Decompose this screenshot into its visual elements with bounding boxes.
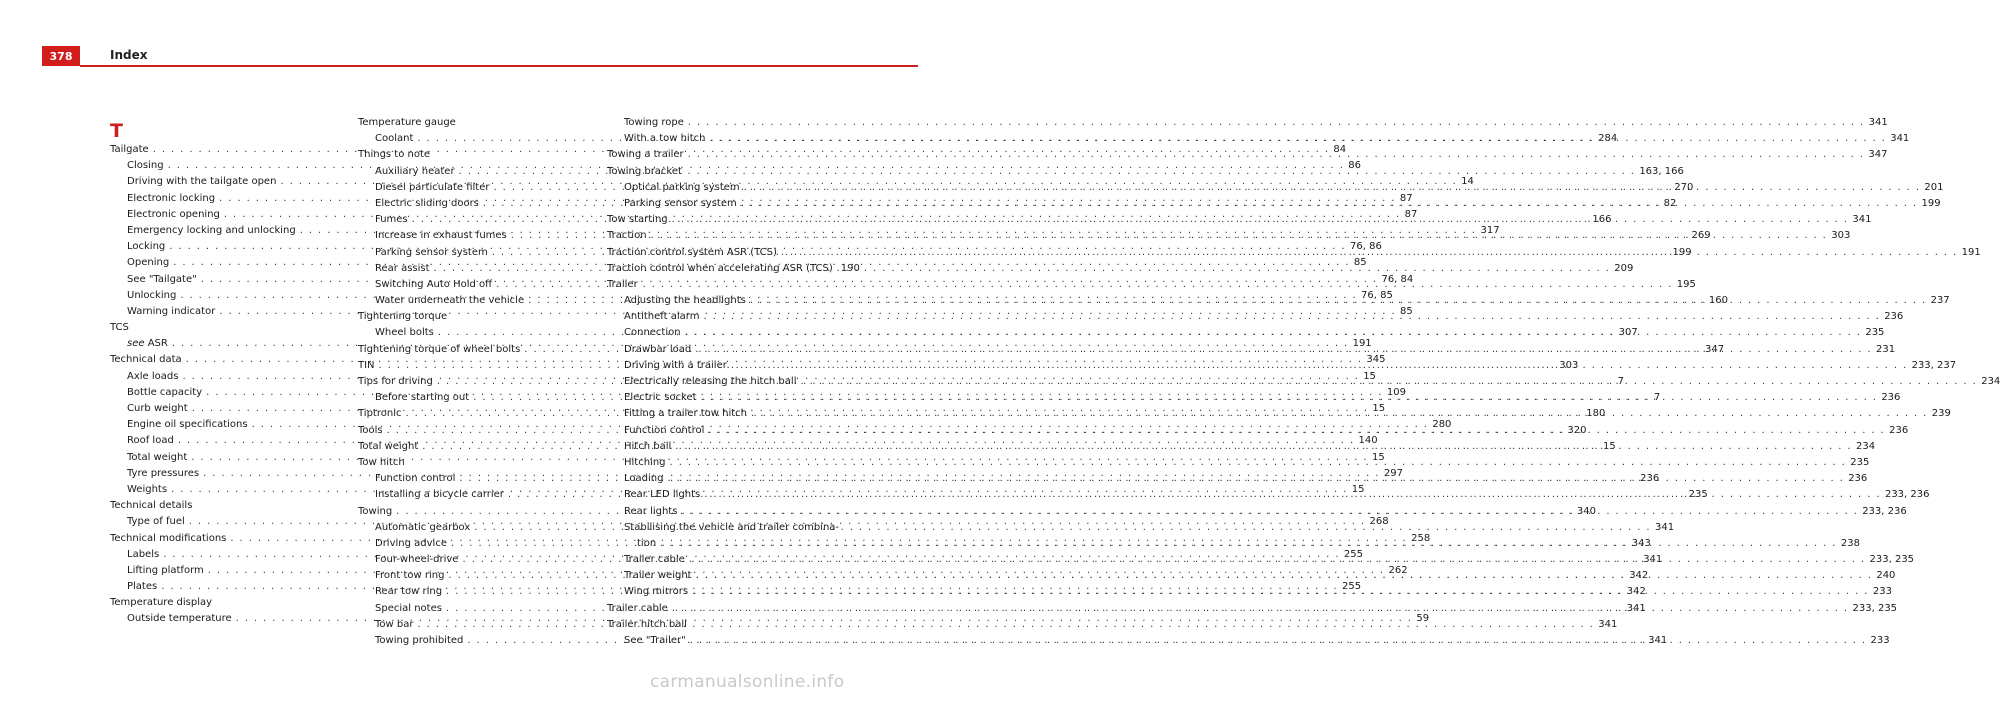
entry-label: Driving with a trailer [624, 359, 727, 371]
page-reference: 262 [1388, 564, 1408, 576]
page-header [0, 0, 960, 70]
entry-label: Weights [127, 483, 168, 495]
entry-label: Wing mirrors [624, 586, 689, 598]
page-number-badge: 378 [42, 46, 80, 66]
entry-label: Technical details [110, 500, 193, 512]
page-reference: 303 [1831, 230, 1851, 242]
entry-label: Towing a trailer [607, 149, 684, 161]
entry-label: Outside temperature [127, 613, 232, 625]
dot-leader [696, 568, 1873, 584]
entry-label: Towing [358, 505, 393, 517]
dot-leader [651, 228, 1828, 244]
page-reference: 268 [1369, 516, 1389, 528]
entry-label: Automatic gearbox [375, 521, 471, 533]
page-reference: 297 [1383, 467, 1403, 479]
entry-label: Technical data [110, 354, 182, 366]
index-entry [358, 147, 586, 163]
page-reference: 199 [1672, 246, 1692, 258]
dot-leader [688, 147, 1865, 163]
entry-label: Trailer [607, 278, 638, 290]
entry-label: Rear LED lights [624, 489, 701, 501]
page-reference: 255 [1341, 581, 1362, 593]
page-reference: 180 [1586, 408, 1606, 420]
entry-label: Tools [358, 424, 383, 436]
entry-label: Front tow ring [375, 570, 445, 582]
index-entry [607, 261, 860, 277]
entry-label: Towing rope [624, 117, 684, 128]
entry-label: With a tow hitch [624, 133, 706, 145]
header-rule [80, 65, 918, 67]
entry-label: Opening [127, 257, 170, 269]
entry-label: Total weight [127, 451, 188, 463]
entry-label: Traction control when accelerating ASR (TCS) [607, 262, 833, 274]
entry-label: Unlocking [127, 289, 177, 301]
page-reference: 239 [1931, 408, 1951, 420]
dot-leader [660, 536, 1837, 552]
page-reference: 237 [1930, 295, 1950, 307]
entry-label: Wheel bolts [375, 327, 434, 339]
page-reference: 234 [1856, 440, 1876, 452]
entry-label: Four-wheel-drive [375, 554, 459, 566]
entry-label: Driving with the tailgate open [127, 176, 277, 188]
page-reference: 86 [1348, 160, 1362, 172]
index-entry [110, 595, 338, 611]
entry-label: Temperature display [110, 597, 213, 609]
entry-label: Total weight [358, 440, 419, 452]
entry-label: Curb weight [127, 403, 188, 414]
page-reference: 341 [1598, 618, 1618, 630]
page-reference: 307 [1618, 327, 1638, 339]
page-reference: 280 [1432, 419, 1452, 431]
page-reference: 233, 237 [1911, 359, 1957, 371]
entry-label: Plates [127, 581, 158, 593]
entry-label: Coolant [375, 133, 414, 145]
dot-leader [689, 552, 1866, 568]
entry-label: Electrically releasing the hitch ball [624, 376, 797, 387]
page-reference: 85 [1353, 257, 1367, 269]
page-reference: 317 [1480, 224, 1500, 236]
index-entry [358, 115, 586, 131]
entry-label: Temperature gauge [358, 117, 456, 128]
entry-label: Rear tow ring [375, 586, 443, 598]
index-entry [607, 164, 835, 180]
page-reference: 231 [1876, 343, 1896, 355]
page-reference: 342 [1629, 570, 1649, 582]
entry-label: Function control [624, 424, 705, 436]
page-reference: 199 [1921, 197, 1941, 209]
dot-leader [731, 358, 1908, 374]
entry-label: Diesel particulate filter [375, 181, 490, 193]
page-title: Index [110, 48, 148, 62]
entry-label: Tightening torque [358, 311, 448, 323]
dot-leader [681, 504, 1858, 520]
page-reference: 59 [1416, 613, 1430, 625]
page-reference: 195 [1676, 278, 1696, 290]
entry-label: Tow bar [375, 618, 414, 630]
entry-label: Technical modifications [110, 532, 227, 544]
entry-label: Rear lights [624, 505, 678, 517]
page-reference: 233 [1870, 635, 1890, 646]
dot-leader [750, 293, 1927, 309]
entry-label: Stabilising the vehicle and trailer combina- [624, 521, 840, 533]
entry-label: Electric sliding doors [375, 197, 479, 209]
page-reference: 201 [1924, 181, 1944, 193]
page-reference: 233 [1872, 586, 1892, 598]
watermark: carmanualsonline.info [650, 672, 845, 692]
page-reference: 15 [1602, 440, 1616, 452]
entry-label: Traction control system ASR (TCS) [607, 246, 777, 258]
entry-label: tion [637, 537, 657, 549]
page-reference: 15 [1351, 483, 1365, 495]
entry-label: Adjusting the headlights [624, 295, 746, 307]
entry-label: Tips for driving [358, 376, 433, 387]
dot-leader [695, 342, 1872, 358]
entry-label: Auxiliary heater [375, 165, 455, 177]
dot-leader [744, 180, 1921, 196]
entry-label: Driving advice [375, 537, 447, 549]
entry-label: Trailer weight [624, 570, 692, 582]
dot-leader [690, 633, 1867, 649]
dot-leader [800, 374, 1977, 390]
entry-label: Labels [127, 548, 160, 560]
entry-label: Tow hitch [358, 456, 405, 468]
page-reference: 191 [1352, 338, 1372, 350]
index-entry [358, 455, 586, 471]
page-reference: 7 [1653, 392, 1661, 404]
entry-label: Type of fuel [127, 516, 185, 528]
entry-label: Switching Auto Hold off [375, 278, 493, 290]
entry-label: Hitch ball [624, 440, 672, 452]
page-reference: 82 [1663, 197, 1677, 209]
page-reference: 15 [1372, 403, 1386, 414]
entry-label: Tiptronic [358, 408, 402, 420]
page-reference: 85 [1400, 305, 1413, 317]
section-letter: T [110, 120, 123, 142]
entry-label: Axle loads [127, 370, 179, 382]
entry-label: See "Tailgate" [127, 273, 197, 285]
dot-leader [675, 439, 1852, 455]
entry-label: Fumes [375, 214, 408, 226]
entry-label: TIN [358, 359, 375, 371]
page-reference: 236 [1848, 473, 1868, 485]
dot-leader [692, 584, 1869, 600]
entry-label: Fitting a trailer tow hitch [624, 408, 748, 420]
page-reference: 255 [1343, 548, 1364, 560]
dot-leader [672, 212, 1849, 228]
page-reference: 191 [1961, 246, 1981, 258]
page-reference: 76, 86 [1350, 241, 1382, 253]
page-reference: 235 [1850, 456, 1870, 468]
index-entry [358, 309, 586, 325]
entry-label: Towing prohibited [375, 635, 464, 646]
entry-label: Electric socket [624, 392, 697, 404]
page-reference: 284 [1598, 133, 1618, 145]
entry-label: Electronic locking [127, 192, 216, 204]
dot-leader [685, 325, 1862, 341]
page-reference: 240 [1876, 570, 1896, 582]
entry-label: Hitching [624, 456, 666, 468]
page-reference: 84 [1333, 144, 1347, 155]
entry-label: Locking [127, 241, 166, 253]
entry-label: TCS [110, 322, 129, 334]
entry-label: Tow starting [607, 214, 668, 226]
entry-label: Tyre pressures [127, 467, 200, 479]
page-reference: 235 [1865, 327, 1885, 339]
entry-label: Trailer cable [624, 554, 685, 566]
entry-label: Things to note [358, 149, 431, 161]
entry-label: Traction [607, 230, 647, 242]
dot-leader [781, 245, 1958, 261]
dot-leader [703, 309, 1880, 325]
entry-label: Trailer hitch ball [607, 618, 687, 630]
page-reference: 14 [1461, 176, 1474, 188]
page-reference: 76, 85 [1361, 289, 1393, 301]
page-reference: 320 [1567, 424, 1587, 436]
page-reference: 7 [1617, 376, 1624, 387]
index-subentry [607, 115, 1888, 131]
entry-label: Loading [624, 473, 664, 485]
page-reference: 236 [1881, 392, 1901, 404]
page-reference: 87 [1399, 192, 1413, 204]
page-reference: 235 [1688, 489, 1708, 501]
page-reference: 341 [1852, 214, 1872, 226]
page-reference: 190 [840, 262, 860, 274]
page-reference: 166 [1592, 214, 1612, 226]
entry-label: Rear assist [375, 262, 430, 274]
page-reference: 233, 235 [1852, 602, 1898, 614]
page-reference: 341 [1655, 521, 1675, 533]
dot-leader [688, 115, 1865, 131]
page-reference: 270 [1674, 181, 1694, 193]
entry-label: Roof load [127, 435, 174, 447]
entry-label: Increase in exhaust fumes [375, 230, 507, 242]
entry-label: Function control [375, 473, 456, 485]
page-reference: 233, 236 [1884, 489, 1930, 501]
page-reference: 234 [1981, 376, 2000, 387]
page-reference: 341 [1626, 602, 1646, 614]
entry-label: Antitheft alarm [624, 311, 700, 323]
dot-leader [704, 487, 1881, 503]
dot-leader [667, 471, 1844, 487]
entry-label: Optical parking system [624, 181, 740, 193]
page-reference: 87 [1404, 208, 1418, 220]
entry-label: Lifting platform [127, 564, 204, 576]
page-reference: 238 [1840, 537, 1860, 549]
entry-label: Trailer cable [607, 602, 668, 614]
entry-label: See "Trailer" [624, 635, 686, 646]
entry-label: Parking sensor system [624, 197, 737, 209]
page-reference: 76, 84 [1381, 273, 1414, 285]
entry-label: Towing bracket [607, 165, 682, 177]
entry-label: Drawbar load [624, 343, 692, 355]
entry-label: Special notes [375, 602, 442, 614]
page-reference: 341 [1648, 635, 1668, 646]
entry-label: Before starting out [375, 392, 470, 404]
page-reference: 347 [1705, 343, 1725, 355]
index-entry [607, 277, 835, 293]
dot-leader [709, 131, 1886, 147]
index-entry [110, 498, 338, 514]
entry-label: Warning indicator [127, 305, 216, 317]
page-reference: 342 [1626, 586, 1646, 598]
see-reference: see [127, 338, 145, 350]
entry-label: Connection [624, 327, 681, 339]
dot-leader [417, 617, 1594, 633]
see-target: ASR [147, 338, 168, 350]
page-reference: 303 [1559, 359, 1579, 371]
page-reference: 341 [1643, 554, 1663, 566]
page-reference: 340 [1576, 505, 1596, 517]
entry-label: Engine oil specifications [127, 419, 248, 431]
dot-leader [741, 196, 1918, 212]
entry-label: Emergency locking and unlocking [127, 224, 296, 236]
entry-label: Closing [127, 160, 164, 172]
page-reference: 15 [1363, 370, 1376, 382]
page-reference: 236 [1884, 311, 1904, 323]
page-reference: 343 [1631, 537, 1651, 549]
page-reference: 15 [1371, 451, 1385, 463]
entry-label [127, 336, 168, 352]
dot-leader [672, 601, 1849, 617]
page-reference: 160 [1708, 295, 1728, 307]
page-reference: 236 [1640, 473, 1660, 485]
dot-leader [670, 455, 1847, 471]
dot-leader [751, 406, 1928, 422]
entry-label: Installing a bicycle carrier [375, 489, 504, 501]
entry-label: Tailgate [110, 144, 149, 155]
page-reference: 209 [1614, 262, 1634, 274]
page-reference: 233, 236 [1862, 505, 1907, 517]
page-reference: 163, 166 [1639, 165, 1684, 177]
index-entry [607, 617, 835, 633]
page-reference: 109 [1386, 386, 1406, 398]
entry-label: Parking sensor system [375, 246, 488, 258]
entry-label: Water underneath the vehicle [375, 295, 525, 307]
page-reference: 345 [1366, 354, 1386, 366]
page-reference: 140 [1358, 435, 1378, 447]
entry-label: Electronic opening [127, 208, 220, 220]
page-reference: 341 [1890, 133, 1910, 145]
dot-leader [708, 423, 1885, 439]
dot-leader [701, 390, 1878, 406]
page-reference: 347 [1868, 149, 1888, 161]
page-reference: 269 [1691, 230, 1711, 242]
page-reference: 341 [1868, 117, 1888, 128]
page-reference: 258 [1411, 532, 1431, 544]
page-reference: 233, 235 [1869, 554, 1915, 566]
entry-label: Tightening torque of wheel bolts [358, 343, 521, 355]
index-entry [110, 320, 338, 336]
page-reference: 236 [1889, 424, 1909, 436]
index-subentry [607, 520, 840, 536]
entry-label: Bottle capacity [127, 386, 203, 398]
